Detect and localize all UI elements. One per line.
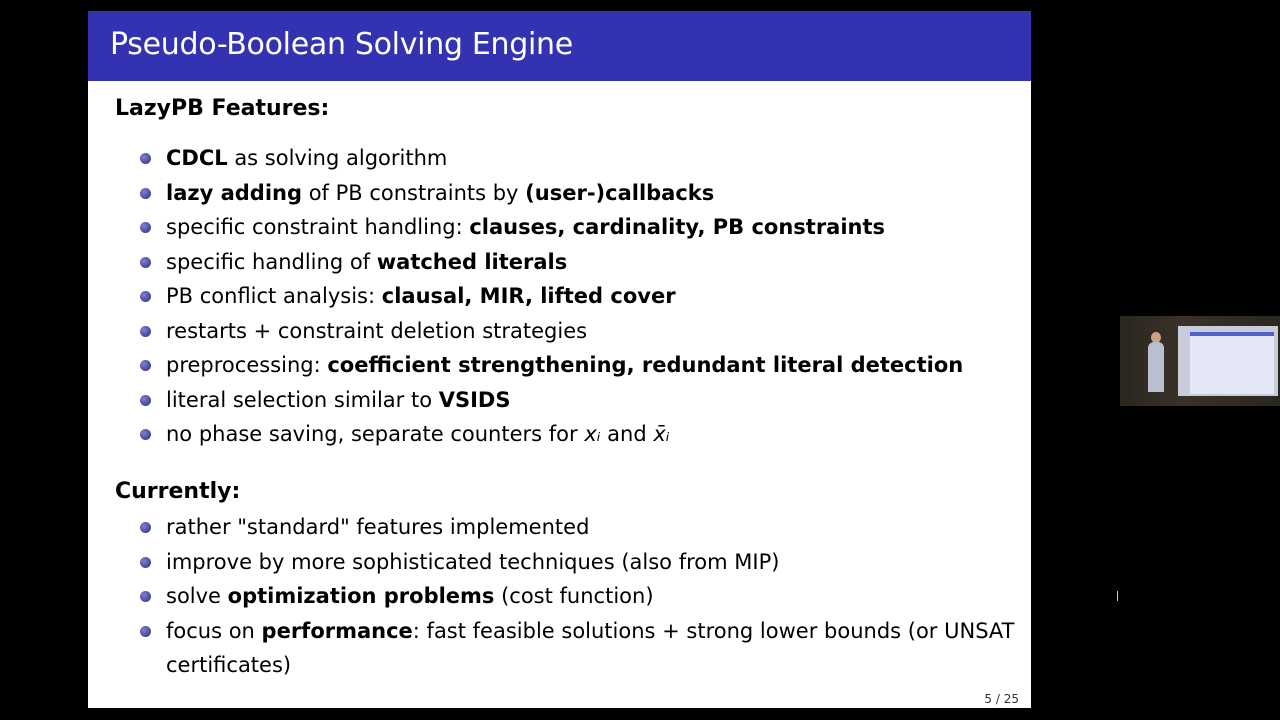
bullet-icon	[140, 257, 151, 268]
bullet-icon	[140, 153, 151, 164]
list-item	[138, 314, 1018, 349]
item-text: x̄ᵢ	[653, 422, 670, 446]
bullet-icon	[140, 626, 151, 637]
bullet-icon	[140, 326, 151, 337]
list-item	[138, 383, 1018, 418]
item-text: xᵢ	[584, 422, 601, 446]
item-text: watched literals	[376, 249, 568, 274]
item-text: CDCL	[166, 146, 228, 170]
item-text: optimization problems	[227, 584, 495, 608]
title-bar	[88, 11, 1031, 81]
section-heading-features: LazyPB Features:	[115, 96, 330, 121]
speaker-figure	[1148, 342, 1164, 392]
speaker-webcam-thumbnail	[1120, 316, 1280, 406]
bullet-icon	[140, 429, 151, 440]
item-text: of PB constraints by	[302, 180, 526, 205]
list-item	[138, 176, 1018, 211]
bullet-icon	[140, 188, 151, 199]
item-text: PB conflict analysis:	[166, 284, 382, 308]
list-item	[138, 579, 1018, 614]
item-text: solve	[166, 584, 228, 608]
item-text: (cost function)	[494, 584, 654, 608]
item-text: clauses, cardinality, PB constraints	[469, 215, 886, 239]
item-text: specific constraint handling:	[166, 215, 470, 239]
item-text: as solving algorithm	[227, 146, 448, 170]
bullet-icon	[140, 522, 151, 533]
slide	[88, 11, 1031, 708]
list-item	[138, 614, 1018, 683]
list-item	[138, 245, 1018, 280]
slide-title: Pseudo-Boolean Solving Engine	[110, 27, 573, 62]
bullet-icon	[140, 557, 151, 568]
currently-list	[138, 510, 1018, 683]
item-text: clausal, MIR, lifted cover	[381, 284, 676, 308]
list-item	[138, 510, 1018, 545]
bullet-icon	[140, 395, 151, 406]
item-text: lazy adding	[166, 180, 303, 205]
features-list	[138, 141, 1018, 452]
item-text: no phase saving, separate counters for	[166, 422, 585, 446]
item-text: focus on	[166, 618, 262, 643]
item-text: specific handling of	[166, 249, 377, 274]
bullet-icon	[140, 291, 151, 302]
bullet-icon	[140, 591, 151, 602]
item-text: restarts + constraint deletion strategies	[166, 318, 588, 343]
bullet-icon	[140, 360, 151, 371]
page-number: 5 / 25	[984, 692, 1019, 706]
list-item	[138, 141, 1018, 176]
item-text: literal selection similar to	[166, 387, 439, 412]
item-text: improve by more sophisticated techniques (also from MIP)	[166, 549, 780, 574]
item-text: : fast feasible solutions + strong lower bounds (or UNSAT certificates)	[166, 618, 1015, 677]
list-item	[138, 417, 1018, 452]
list-item	[138, 279, 1018, 314]
section-heading-currently: Currently:	[115, 479, 241, 504]
mouse-cursor-icon	[1117, 591, 1118, 601]
item-text: rather "standard" features implemented	[166, 515, 590, 539]
list-item	[138, 210, 1018, 245]
bullet-icon	[140, 222, 151, 233]
item-text: VSIDS	[438, 387, 511, 412]
projector-screen-image	[1178, 326, 1278, 396]
item-text: performance	[261, 618, 413, 643]
item-text: and	[600, 422, 654, 446]
item-text: preprocessing:	[166, 353, 328, 377]
item-text: (user-)callbacks	[525, 180, 715, 205]
item-text: coefficient strengthening, redundant literal detection	[327, 353, 964, 377]
list-item	[138, 348, 1018, 383]
list-item	[138, 545, 1018, 580]
